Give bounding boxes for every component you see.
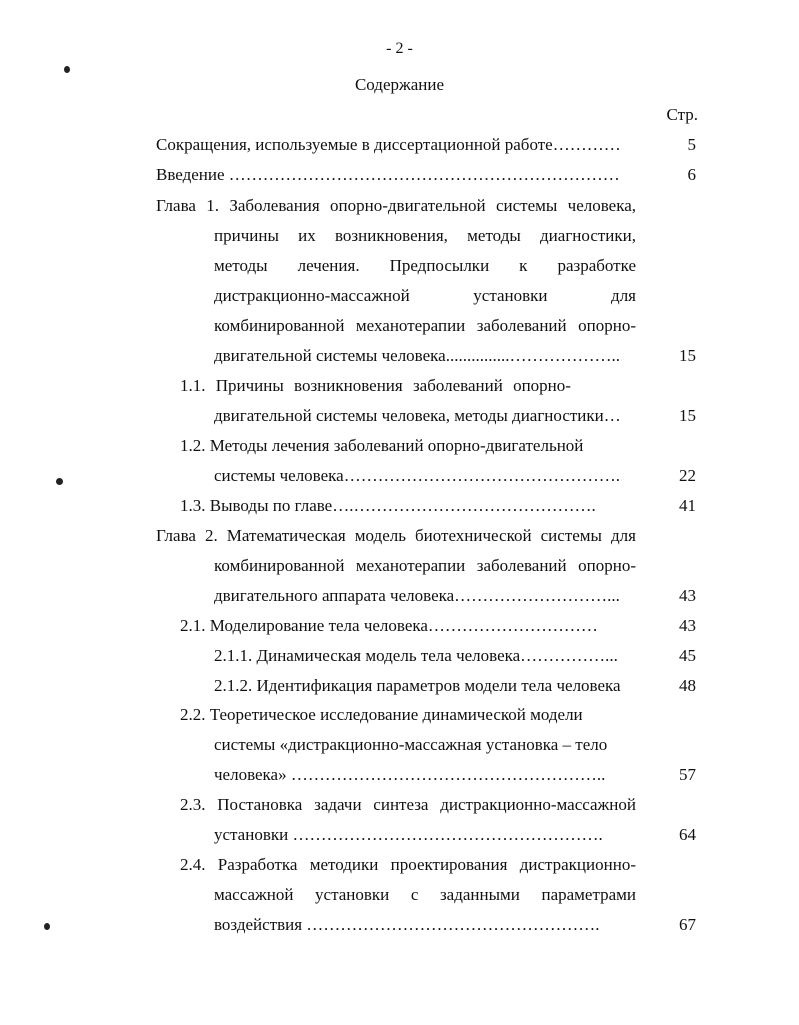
toc-entry-section-1-3[interactable]: 1.3. Выводы по главе….……………………………………. bbox=[180, 496, 596, 515]
page-column-label: Стр. bbox=[666, 105, 698, 124]
toc-page-introduction: 6 bbox=[687, 165, 696, 184]
toc-page-section-2-3: 64 bbox=[679, 825, 696, 844]
toc-page-chapter-1: 15 bbox=[679, 346, 696, 365]
scan-speck bbox=[44, 923, 50, 930]
toc-entry-section-1-1-line[interactable]: 1.1. Причины возникновения заболеваний опорно- bbox=[180, 376, 571, 395]
toc-entry-section-2-4-line[interactable]: воздействия ……………………………………………. bbox=[214, 915, 600, 934]
toc-entry-chapter-2-line[interactable]: двигательного аппарата человека………………………... bbox=[214, 586, 620, 605]
toc-entry-chapter-1-line[interactable]: комбинированной механотерапии заболеваний опорно- bbox=[214, 316, 636, 335]
toc-page-section-1-2: 22 bbox=[679, 466, 696, 485]
toc-entry-chapter-1-line[interactable]: методы лечения. Предпосылки к разработке bbox=[214, 256, 636, 275]
toc-page-section-1-3: 41 bbox=[679, 496, 696, 515]
toc-entry-chapter-2-line[interactable]: комбинированной механотерапии заболеваний опорно- bbox=[214, 556, 636, 575]
toc-entry-chapter-2-line[interactable]: Глава 2. Математическая модель биотехнической системы для bbox=[156, 526, 636, 545]
toc-entry-section-1-1-line[interactable]: двигательной системы человека, методы диагностики… bbox=[214, 406, 621, 425]
toc-entry-section-1-2-line[interactable]: системы человека…………………………………………. bbox=[214, 466, 620, 485]
toc-page-section-1-1: 15 bbox=[679, 406, 696, 425]
toc-entry-introduction[interactable]: Введение …………………………………………………………… bbox=[156, 165, 620, 184]
toc-entry-section-2-1-1[interactable]: 2.1.1. Динамическая модель тела человека……………... bbox=[214, 646, 618, 665]
toc-page-section-2-2: 57 bbox=[679, 765, 696, 784]
toc-entry-section-2-4-line[interactable]: 2.4. Разработка методики проектирования дистракционно- bbox=[180, 855, 636, 874]
toc-entry-section-2-2-line[interactable]: системы «дистракционно-массажная установка – тело bbox=[214, 735, 608, 754]
scan-speck bbox=[56, 478, 63, 485]
toc-page-section-2-1-2: 48 bbox=[679, 676, 696, 695]
toc-entry-section-1-2-line[interactable]: 1.2. Методы лечения заболеваний опорно-двигательной bbox=[180, 436, 584, 455]
toc-entry-section-2-2-line[interactable]: 2.2. Теоретическое исследование динамической модели bbox=[180, 705, 583, 724]
toc-entry-section-2-4-line[interactable]: массажной установки с заданными параметрами bbox=[214, 885, 636, 904]
toc-entry-chapter-1-line[interactable]: двигательной системы человека...............……………….. bbox=[214, 346, 620, 365]
scan-speck bbox=[64, 66, 70, 73]
toc-page-section-2-4: 67 bbox=[679, 915, 696, 934]
toc-entry-section-2-1[interactable]: 2.1. Моделирование тела человека………………………… bbox=[180, 616, 598, 635]
toc-entry-section-2-1-2[interactable]: 2.1.2. Идентификация параметров модели тела человека bbox=[214, 676, 621, 695]
toc-page-abbreviations: 5 bbox=[687, 135, 696, 154]
toc-title: Содержание bbox=[354, 75, 445, 94]
toc-entry-abbreviations[interactable]: Сокращения, используемые в диссертационной работе………… bbox=[156, 135, 621, 154]
toc-entry-chapter-1-line[interactable]: причины их возникновения, методы диагностики, bbox=[214, 226, 636, 245]
toc-entry-section-2-2-line[interactable]: человека» ……………………………………………….. bbox=[214, 765, 606, 784]
toc-page-chapter-2: 43 bbox=[679, 586, 696, 605]
toc-entry-section-2-3-line[interactable]: 2.3. Постановка задачи синтеза дистракционно-массажной bbox=[180, 795, 636, 814]
toc-page-section-2-1: 43 bbox=[679, 616, 696, 635]
toc-entry-section-2-3-line[interactable]: установки ………………………………………………. bbox=[214, 825, 603, 844]
page-number: - 2 - bbox=[386, 40, 413, 57]
toc-entry-chapter-1-line[interactable]: Глава 1. Заболевания опорно-двигательной системы человека, bbox=[156, 196, 636, 215]
toc-page-section-2-1-1: 45 bbox=[679, 646, 696, 665]
toc-entry-chapter-1-line[interactable]: дистракционно-массажной установки для bbox=[214, 286, 636, 305]
